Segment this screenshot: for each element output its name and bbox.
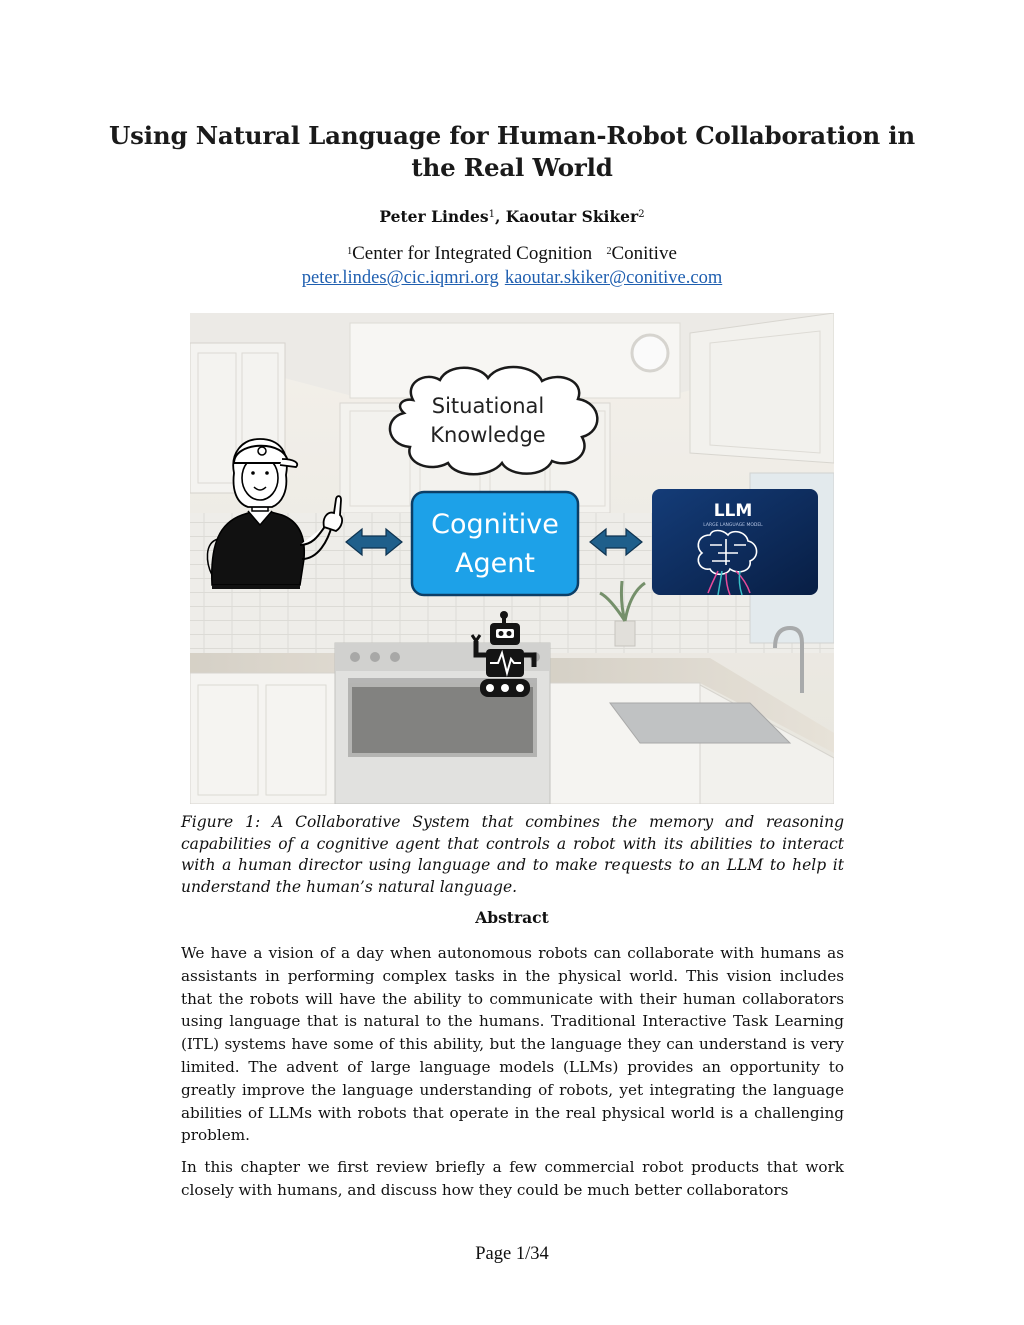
affiliation-name: Center for Integrated Cognition bbox=[352, 243, 593, 264]
figure-1 bbox=[190, 313, 834, 804]
email-link[interactable]: peter.lindes@cic.iqmri.org bbox=[301, 268, 499, 288]
author-affiliation-marker: 2 bbox=[638, 209, 645, 220]
page-number: Page 1/34 bbox=[475, 1244, 549, 1264]
author-name: Peter Lindes bbox=[379, 207, 489, 226]
agent-line-1: Cognitive bbox=[431, 509, 559, 540]
cloud-line-2: Knowledge bbox=[430, 423, 546, 447]
cloud-line-1: Situational bbox=[431, 394, 545, 418]
llm-title: LLM bbox=[713, 501, 753, 521]
agent-line-2: Agent bbox=[455, 548, 535, 579]
author-line bbox=[0, 207, 1024, 226]
llm-box bbox=[652, 489, 818, 595]
paper-title: Using Natural Language for Human-Robot Collaboration in the Real World bbox=[108, 121, 916, 182]
author-separator: , bbox=[494, 207, 506, 226]
author-name: Kaoutar Skiker bbox=[505, 207, 639, 226]
email-line bbox=[0, 268, 1024, 289]
affiliation-name: Conitive bbox=[611, 243, 677, 264]
email-link[interactable]: kaoutar.skiker@conitive.com bbox=[504, 268, 723, 288]
figure-illustration bbox=[190, 313, 834, 804]
affiliation-marker: 1 bbox=[347, 246, 353, 257]
llm-subtitle: LARGE LANGUAGE MODEL bbox=[703, 523, 763, 528]
body-paragraph: In this chapter we first review briefly a few commercial robot products that work closely with humans, and discuss how they could be much better collaborators bbox=[181, 1158, 844, 1199]
abstract-heading: Abstract bbox=[475, 908, 549, 927]
affiliation-marker: 2 bbox=[606, 246, 612, 257]
author-affiliation-marker: 1 bbox=[488, 209, 495, 220]
figure-caption: Figure 1: A Collaborative System that combines the memory and reasoning capabilities of a cognitive agent that controls a robot with its abilities to interact with a human director using language and to make requests to an LLM to help it understand the human’s natural language. bbox=[181, 813, 844, 897]
cognitive-agent-box bbox=[412, 492, 578, 595]
abstract-paragraph: We have a vision of a day when autonomous robots can collaborate with humans as assistants in performing complex tasks in the physical world. This vision includes that the robots will have the ability to communicate with their human collaborators using language that is natural to the humans. Traditional Interactive Task Learning (ITL) systems have some of this ability, but the language they can understand is very limited. The advent of large language models (LLMs) provides an opportunity to greatly improve the language understanding of robots, yet integrating the language abilities of LLMs with robots that operate in the real physical world is a challenging problem. bbox=[181, 944, 844, 1145]
affiliation-line bbox=[0, 243, 1024, 265]
situational-knowledge-cloud bbox=[390, 367, 597, 474]
